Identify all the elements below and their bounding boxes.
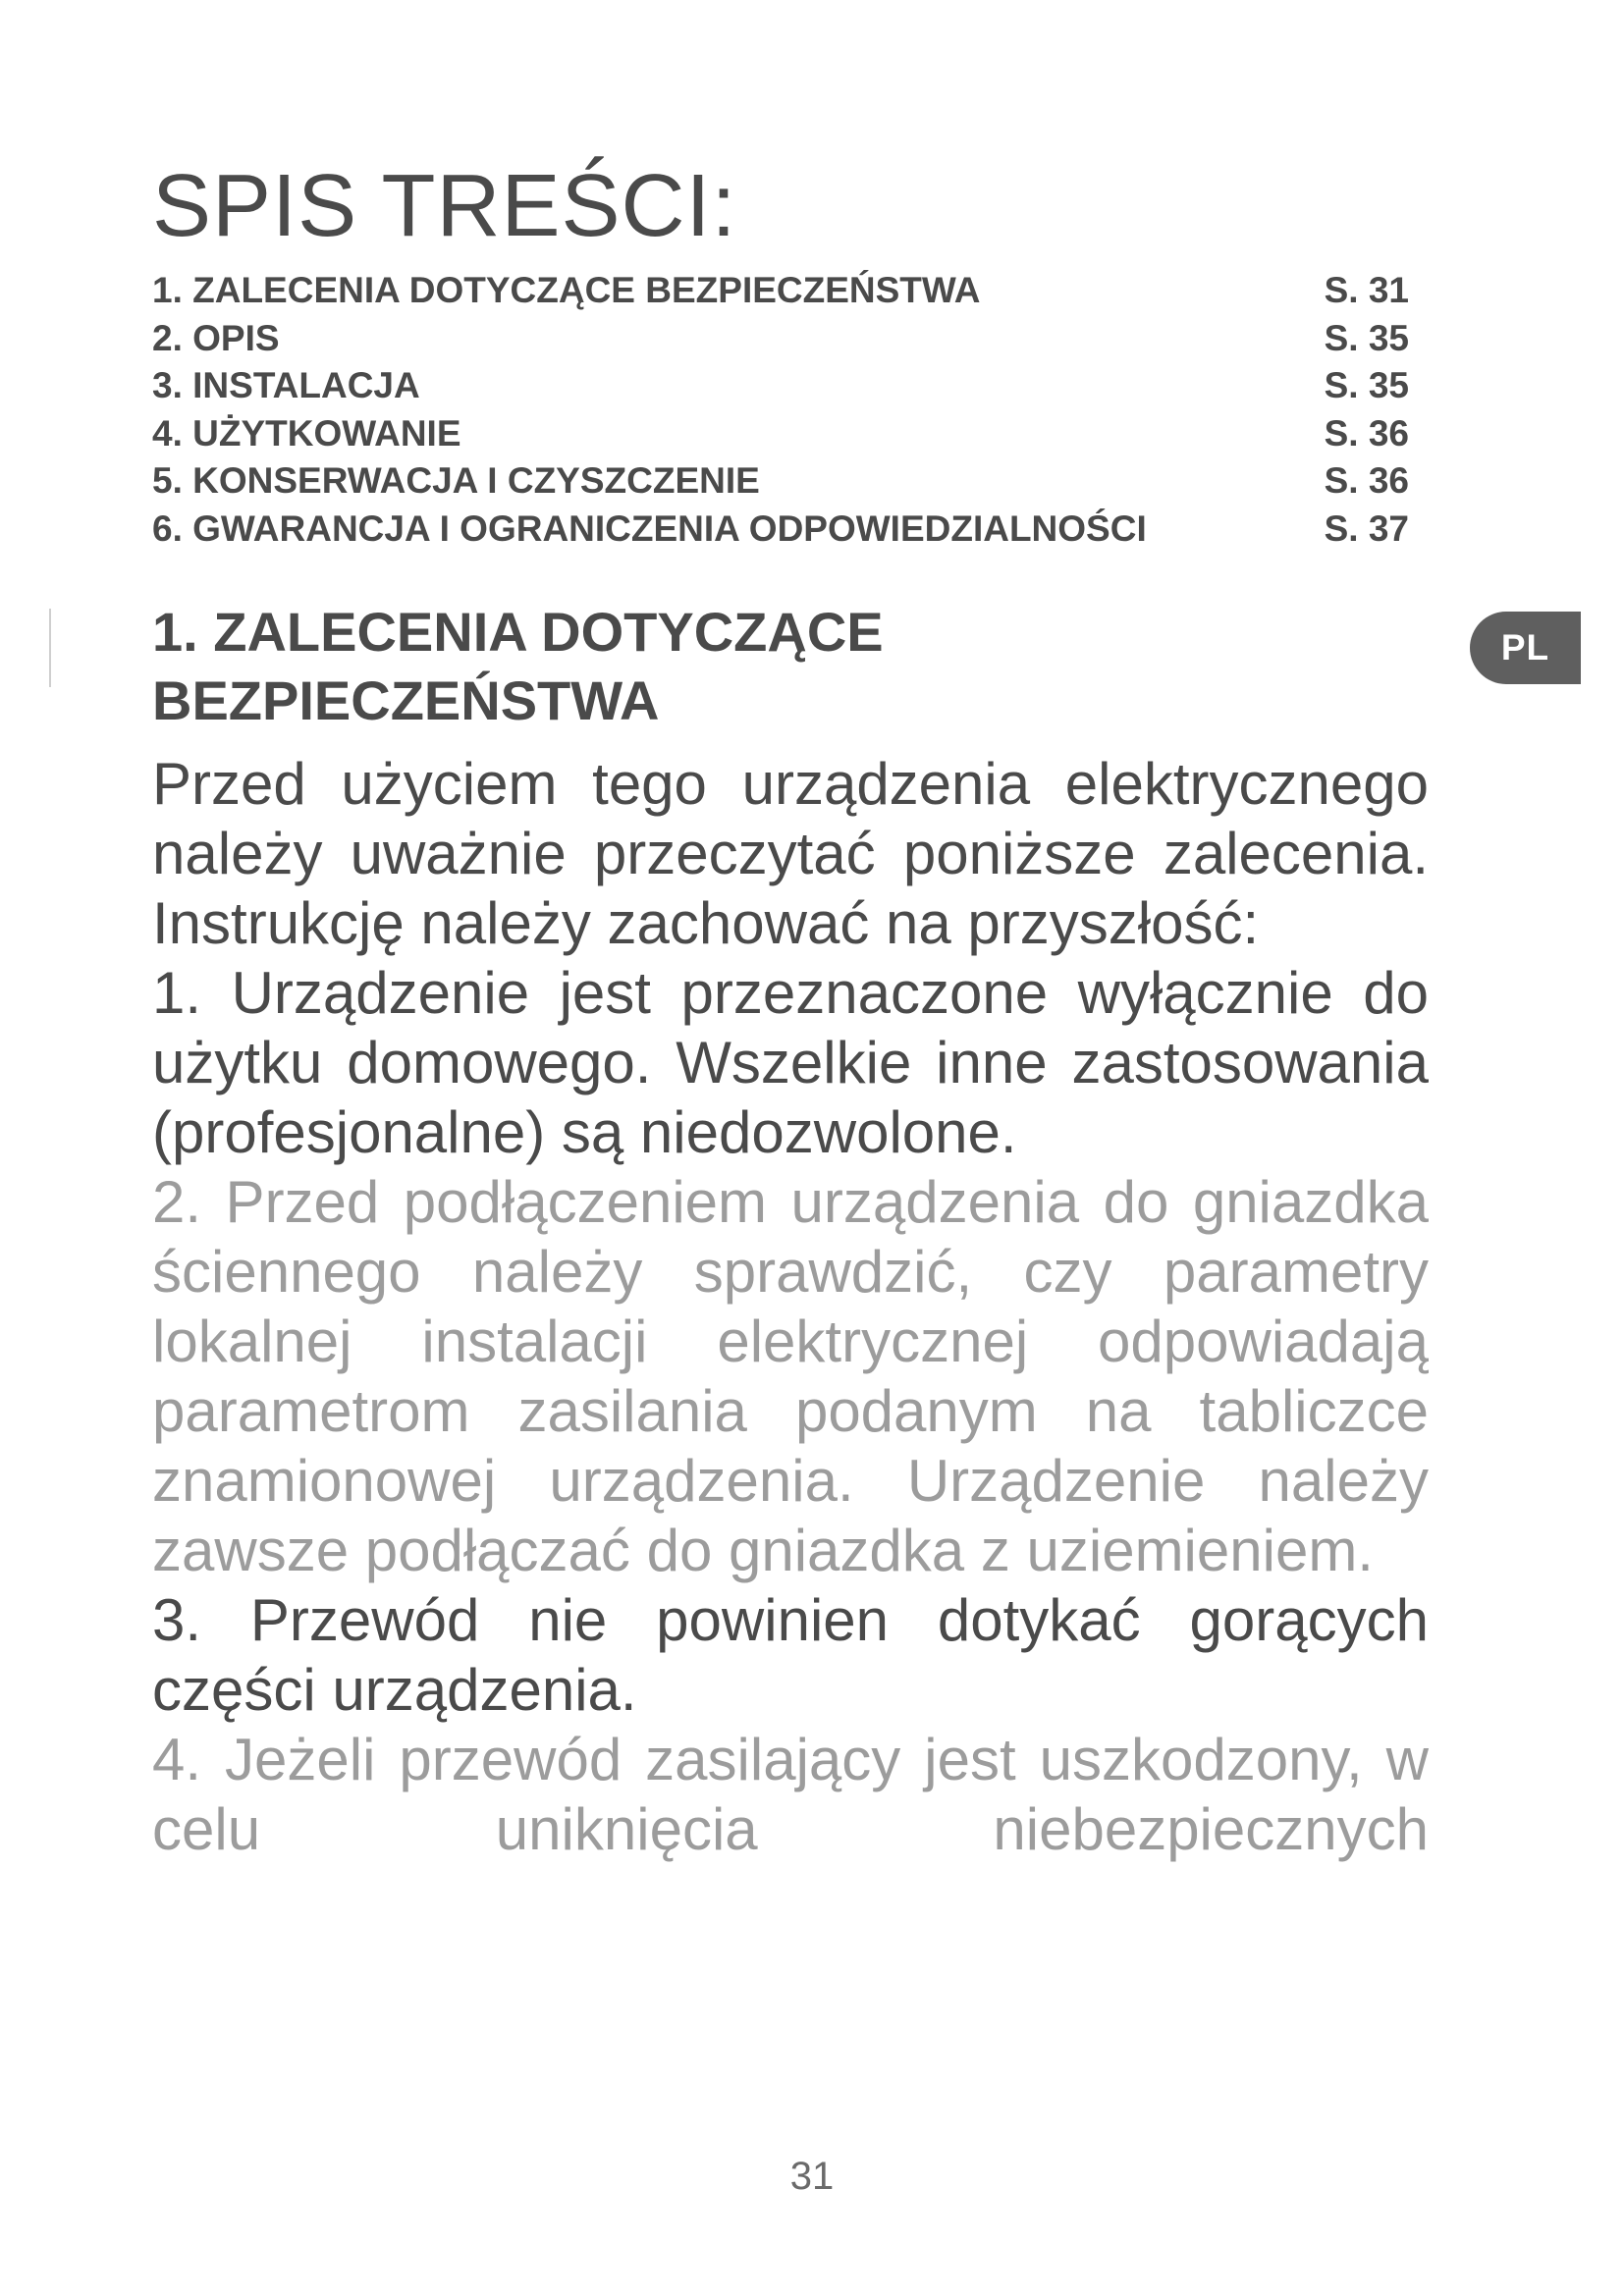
toc-entry-page: S. 36 bbox=[1324, 460, 1409, 501]
toc-entry bbox=[152, 506, 1409, 554]
toc-entry-page: S. 35 bbox=[1324, 317, 1409, 358]
toc-entry-label: 3. INSTALACJA bbox=[152, 365, 420, 405]
toc-entry-label: 4. UŻYTKOWANIE bbox=[152, 412, 461, 454]
toc-entry bbox=[152, 267, 1409, 315]
toc-entry-page: S. 31 bbox=[1324, 270, 1409, 310]
toc-entry-label: 1. ZALECENIA DOTYCZĄCE BEZPIECZEŃSTWA bbox=[152, 270, 981, 310]
toc-entry-label: 5. KONSERWACJA I CZYSZCZENIE bbox=[152, 460, 760, 501]
toc-entry-page: S. 37 bbox=[1324, 507, 1409, 549]
toc-entry-page: S. 35 bbox=[1324, 365, 1409, 405]
safety-item-2: 2. Przed podłączeniem urządzenia do gniazdka ściennego należy sprawdzić, czy parametry lokalnej instalacji elektrycznej odpowiadają parametrom zasilania podanym na tabliczce znamionowej urządzenia. Urządzenie należy zawsze podłączać do gniazdka z uziemieniem. bbox=[152, 1169, 1429, 1583]
intro-paragraph: Przed użyciem tego urządzenia elektrycznego należy uważnie przeczytać poniższe zalecenia. Instrukcję należy zachować na przyszłość: bbox=[152, 751, 1429, 956]
toc-title: SPIS TREŚCI: bbox=[152, 157, 737, 255]
toc-entry-page: S. 36 bbox=[1324, 412, 1409, 454]
toc-entry bbox=[152, 457, 1409, 506]
toc-entry-label: 2. OPIS bbox=[152, 317, 280, 358]
safety-item-1: 1. Urządzenie jest przeznaczone wyłącznie do użytku domowego. Wszelkie inne zastosowania (profesjonalne) są niedozwolone. bbox=[152, 960, 1429, 1165]
safety-item-3: 3. Przewód nie powinien dotykać gorących części urządzenia. bbox=[152, 1587, 1429, 1723]
language-tab: PL bbox=[1470, 612, 1581, 684]
safety-item-4: 4. Jeżeli przewód zasilający jest uszkodzony, w celu uniknięcia niebezpiecznych bbox=[152, 1727, 1429, 1862]
toc-entry bbox=[152, 410, 1409, 458]
toc-entry-label: 6. GWARANCJA I OGRANICZENIA ODPOWIEDZIALNOŚCI bbox=[152, 507, 1147, 549]
page-number: 31 bbox=[789, 2155, 835, 2198]
page-edge-rule bbox=[49, 609, 51, 687]
toc-list bbox=[152, 267, 1409, 553]
toc-entry bbox=[152, 315, 1409, 363]
section-heading: 1. ZALECENIA DOTYCZĄCE BEZPIECZEŃSTWA bbox=[152, 601, 884, 731]
section-body bbox=[152, 749, 1429, 1864]
toc-entry bbox=[152, 362, 1409, 410]
page-content bbox=[152, 157, 1429, 1864]
